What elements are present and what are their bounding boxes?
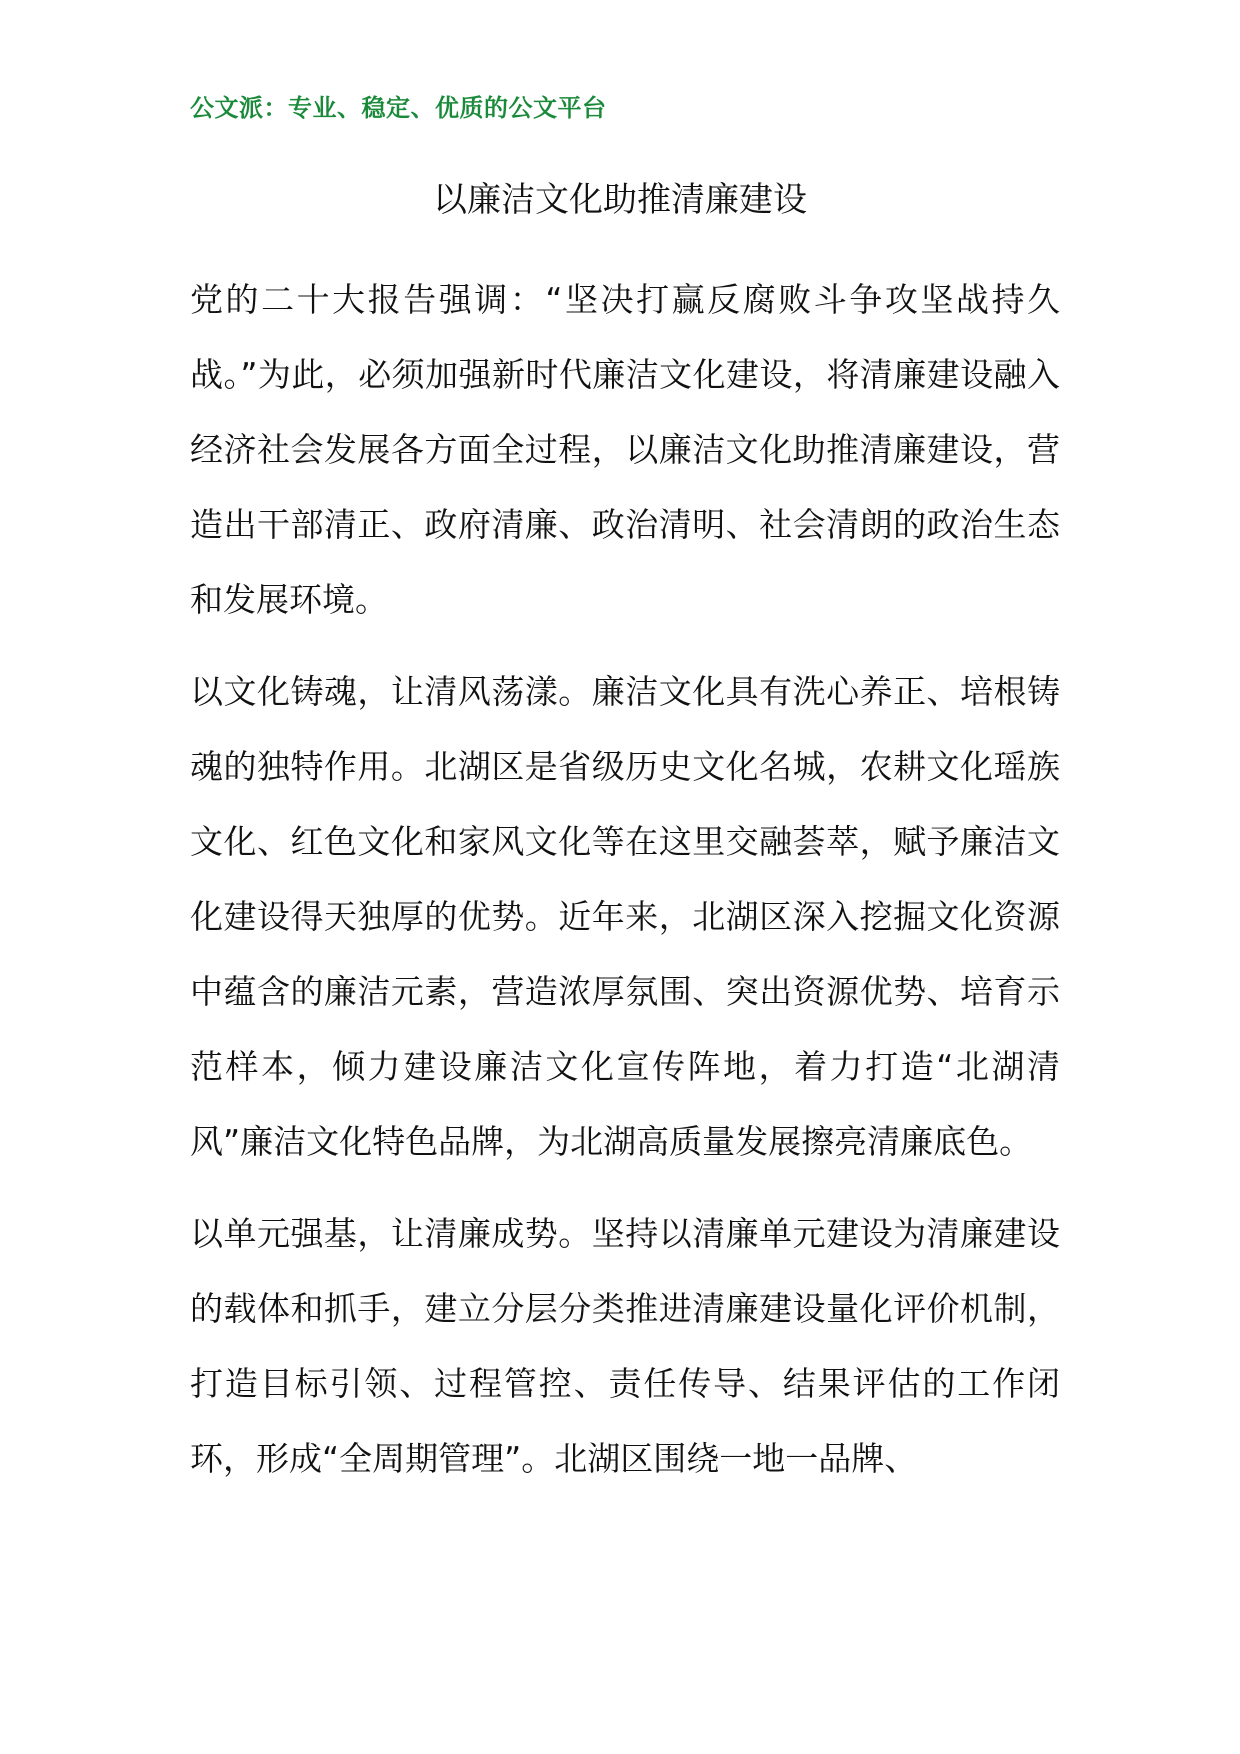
document-body [190, 262, 1060, 1513]
paragraph-unit: 以单元强基，让清廉成势。坚持以清廉单元建设为清廉建设的载体和抓手，建立分层分类推进清廉建设量化评价机制，打造目标引领、过程管控、责任传导、结果评估的工作闭环，形成“全周期管理”。北湖区围绕一地一品牌、 [190, 1214, 1060, 1478]
paragraph-culture: 以文化铸魂，让清风荡漾。廉洁文化具有洗心养正、培根铸魂的独特作用。北湖区是省级历史文化名城，农耕文化瑶族文化、红色文化和家风文化等在这里交融荟萃，赋予廉洁文化建设得天独厚的优势。近年来，北湖区深入挖掘文化资源中蕴含的廉洁元素，营造浓厚氛围、突出资源优势、培育示范样本，倾力建设廉洁文化宣传阵地，着力打造“北湖清风”廉洁文化特色品牌，为北湖高质量发展擦亮清廉底色。 [190, 672, 1060, 1161]
paragraph-intro: 党的二十大报告强调：“坚决打赢反腐败斗争攻坚战持久战。”为此，必须加强新时代廉洁文化建设，将清廉建设融入经济社会发展各方面全过程，以廉洁文化助推清廉建设，营造出干部清正、政府清廉、政治清明、社会清朗的政治生态和发展环境。 [190, 280, 1060, 619]
site-slogan: 公文派：专业、稳定、优质的公文平台 [190, 94, 607, 122]
document-title: 以廉洁文化助推清廉建设 [433, 180, 807, 220]
